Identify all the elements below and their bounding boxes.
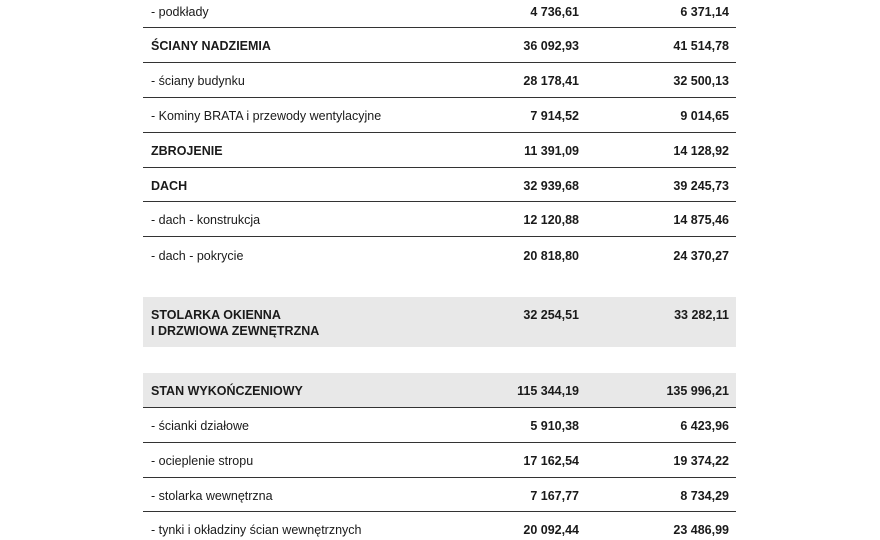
row-value-1: 11 391,09 xyxy=(524,144,579,158)
row-label: - dach - pokrycie xyxy=(151,249,244,263)
table-row xyxy=(143,28,736,63)
table-row xyxy=(143,98,736,133)
row-value-2: 23 486,99 xyxy=(673,523,729,537)
table-row xyxy=(143,373,736,408)
row-label: STOLARKA OKIENNA I DRZWIOWA ZEWNĘTRZNA xyxy=(151,308,320,338)
row-value-2: 39 245,73 xyxy=(673,179,729,193)
row-value-2: 41 514,78 xyxy=(673,39,729,53)
row-label: - dach - konstrukcja xyxy=(151,213,261,227)
row-value-2: 9 014,65 xyxy=(680,109,729,123)
row-label: - Kominy BRATA i przewody wentylacyjne xyxy=(151,109,382,123)
row-label: ZBROJENIE xyxy=(151,144,223,158)
table-row xyxy=(143,408,736,443)
table-row xyxy=(143,297,736,347)
row-label: - podkłady xyxy=(151,5,209,19)
row-label: DACH xyxy=(151,179,188,193)
row-value-2: 19 374,22 xyxy=(673,454,729,468)
row-value-1: 20 092,44 xyxy=(523,523,579,537)
row-value-1: 12 120,88 xyxy=(523,213,579,227)
row-spacer xyxy=(143,347,736,373)
row-value-1: 32 254,51 xyxy=(523,308,579,322)
row-label: - stolarka wewnętrzna xyxy=(151,489,273,503)
row-value-2: 33 282,11 xyxy=(674,308,729,322)
row-value-2: 8 734,29 xyxy=(680,489,729,503)
row-label: - tynki i okładziny ścian wewnętrznych xyxy=(151,523,362,537)
table-row xyxy=(143,168,736,202)
row-value-1: 7 914,52 xyxy=(530,109,579,123)
table-row xyxy=(143,202,736,237)
row-value-1: 32 939,68 xyxy=(523,179,579,193)
table-row xyxy=(143,512,736,540)
row-value-2: 135 996,21 xyxy=(666,384,729,398)
table-row xyxy=(143,63,736,98)
row-label: - ocieplenie stropu xyxy=(151,454,254,468)
row-label: ŚCIANY NADZIEMIA xyxy=(151,39,271,53)
table-row xyxy=(143,237,736,297)
row-value-2: 6 423,96 xyxy=(680,419,729,433)
table-row xyxy=(143,0,736,28)
row-value-2: 14 875,46 xyxy=(673,213,729,227)
row-value-1: 5 910,38 xyxy=(530,419,579,433)
row-value-2: 14 128,92 xyxy=(673,144,729,158)
table-row xyxy=(143,133,736,168)
row-value-1: 36 092,93 xyxy=(523,39,579,53)
cost-table xyxy=(143,0,736,540)
row-value-1: 17 162,54 xyxy=(523,454,579,468)
row-value-1: 4 736,61 xyxy=(530,5,579,19)
row-label: - ścianki działowe xyxy=(151,419,249,433)
table-row xyxy=(143,478,736,512)
row-value-2: 32 500,13 xyxy=(673,74,729,88)
row-value-1: 7 167,77 xyxy=(530,489,579,503)
table-row xyxy=(143,443,736,478)
row-value-1: 28 178,41 xyxy=(523,74,579,88)
row-value-2: 6 371,14 xyxy=(680,5,729,19)
row-value-1: 115 344,19 xyxy=(517,384,579,398)
row-label: STAN WYKOŃCZENIOWY xyxy=(151,384,303,398)
row-label: - ściany budynku xyxy=(151,74,245,88)
row-value-2: 24 370,27 xyxy=(673,249,729,263)
row-value-1: 20 818,80 xyxy=(523,249,579,263)
